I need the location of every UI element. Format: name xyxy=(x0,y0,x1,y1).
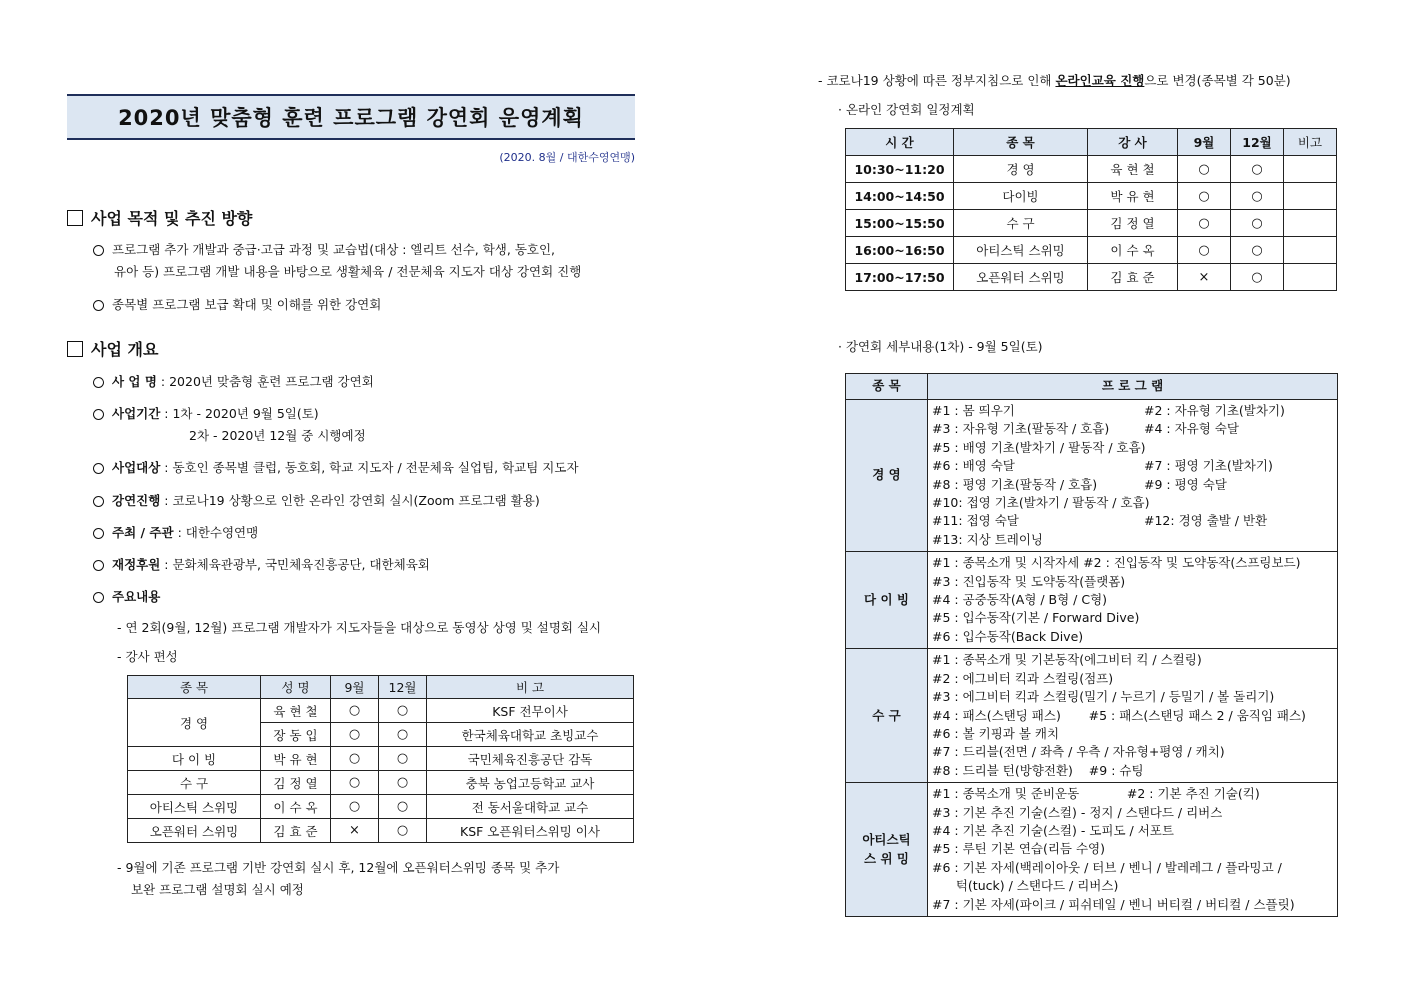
circle-bullet-icon xyxy=(93,528,104,539)
table-row-artistic: 아티스틱 스 위 밍 #1 : 종목소개 및 준비운동 #2 : 기본 추진 기술(킥) #3 : 기본 추진 기술(스컬) - 정지 / 스탠다드 / 리버스 #4 : 기본 추진 기술(스컬) - 도피도 / 서포트 #5 : 루틴 기본 연습(리듬 수영) #6 : 기본 자세(백레이아웃 / 터브 / 벤니 / 발레레그 / 플라밍고 / 턱(tuck) / 스탠다드 / 리버스) #7 : 기본 자세(파이크 / 피쉬테일 / 벤니 버티컬 / 버티컬 / 스플릿) xyxy=(846,783,1338,917)
content-dash-2: - 강사 편성 xyxy=(117,649,178,664)
schedule-caption: · 온라인 강연회 일정계획 xyxy=(838,102,975,117)
schedule-table xyxy=(845,128,1337,291)
table-row: 16:00~16:50 아티스틱 스위밍 이 수 옥 ○ ○ xyxy=(846,237,1337,264)
table-row: 수 구 김 정 열 ○ ○ 충북 농업고등학교 교사 xyxy=(128,771,634,795)
table-row: 오픈워터 스위밍 김 효 준 × ○ KSF 오픈워터스위밍 이사 xyxy=(128,819,634,843)
detail-caption: · 강연회 세부내용(1차) - 9월 5일(토) xyxy=(838,339,1043,354)
table-row-swimming: 경 영 #1 : 몸 띄우기 #2 : 자유형 기초(발차기) #3 : 자유형 기초(팔동작 / 호흡) #4 : 자유형 숙달 #5 : 배영 기초(발차기 / 팔동작 / 호흡) #6 : 배영 숙달 #7 : 평영 기초(발차기) #8 : 평영 기초(팔동작 / 호흡) #9 : 평영 숙달 #10: 접영 기초(발차기 / 팔동작 / 호흡) #11: 접영 숙달 #12: 경영 출발 / 반환 #13: 지상 트레이닝 xyxy=(846,400,1338,552)
overview-period: 사업기간 : 1차 - 2020년 9월 5일(토) 2차 - 2020년 12월 중 시행예정 xyxy=(93,403,366,447)
table-header-row: 종 목 성 명 9월 12월 비 고 xyxy=(128,676,634,699)
table-header-row: 종 목 프 로 그 램 xyxy=(846,374,1338,400)
instructor-table xyxy=(127,675,634,843)
table-row: 경 영 육 현 철 ○ ○ KSF 전무이사 xyxy=(128,699,634,723)
document-title: 2020년 맞춤형 훈련 프로그램 강연회 운영계획 xyxy=(67,94,635,140)
overview-progress: 강연진행 : 코로나19 상황으로 인한 온라인 강연회 실시(Zoom 프로그램 활용) xyxy=(93,490,540,512)
content-dash-1: - 연 2회(9월, 12월) 프로그램 개발자가 지도자들을 대상으로 동영상 상영 및 설명회 실시 xyxy=(117,620,602,635)
purpose-item-1: 프로그램 추가 개발과 중급·고급 과정 및 교습법(대상 : 엘리트 선수, 학생, 동호인, 유아 등) 프로그램 개발 내용을 바탕으로 생활체육 / 전문체육 지도자 대상 강연회 진행 xyxy=(93,239,643,283)
square-bullet-icon xyxy=(67,341,83,357)
circle-bullet-icon xyxy=(93,245,104,256)
circle-bullet-icon xyxy=(93,377,104,388)
artistic-programs: #1 : 종목소개 및 준비운동 #2 : 기본 추진 기술(킥) #3 : 기본 추진 기술(스컬) - 정지 / 스탠다드 / 리버스 #4 : 기본 추진 기술(스컬) - 도피도 / 서포트 #5 : 루틴 기본 연습(리듬 수영) #6 : 기본 자세(백레이아웃 / 터브 / 벤니 / 발레레그 / 플라밍고 / 턱(tuck) / 스탠다드 / 리버스) #7 : 기본 자세(파이크 / 피쉬테일 / 벤니 버티컬 / 버티컬 / 스플릿) xyxy=(928,783,1338,917)
waterpolo-programs: #1 : 종목소개 및 기본동작(에그비터 킥 / 스컬링) #2 : 에그비터 킥과 스컬링(점프) #3 : 에그비터 킥과 스컬링(밀기 / 누르기 / 등밀기 / 볼 돌리기) #4 : 패스(스탠딩 패스) #5 : 패스(스탠딩 패스 2 / 움직임 패스) #6 : 볼 키핑과 볼 캐치 #7 : 드리블(전면 / 좌측 / 우측 / 자유형+평영 / 캐치) #8 : 드리블 턴(방향전환) #9 : 슈팅 xyxy=(928,649,1338,783)
section-heading-purpose: 사업 목적 및 추진 방향 xyxy=(67,206,252,229)
circle-bullet-icon xyxy=(93,496,104,507)
circle-bullet-icon xyxy=(93,463,104,474)
program-detail-table xyxy=(845,373,1338,917)
schedule-note: - 9월에 기존 프로그램 기반 강연회 실시 후, 12월에 오픈워터스위밍 종목 및 추가 보완 프로그램 설명회 실시 예정 xyxy=(117,860,560,897)
overview-content: 주요내용 xyxy=(93,586,160,608)
table-header-row: 시 간 종 목 강 사 9월 12월 비고 xyxy=(846,129,1337,156)
date-line: (2020. 8월 / 대한수영연맹) xyxy=(499,151,635,164)
table-row: 17:00~17:50 오픈워터 스위밍 김 효 준 × ○ xyxy=(846,264,1337,291)
diving-programs: #1 : 종목소개 및 시작자세 #2 : 진입동작 및 도약동작(스프링보드) #3 : 진입동작 및 도약동작(플랫폼) #4 : 공중동작(A형 / B형 / C형) #5 : 입수동작(기본 / Forward Dive) #6 : 입수동작(Back Dive) xyxy=(928,552,1338,649)
circle-bullet-icon xyxy=(93,592,104,603)
table-row-diving: 다 이 빙 #1 : 종목소개 및 시작자세 #2 : 진입동작 및 도약동작(스프링보드) #3 : 진입동작 및 도약동작(플랫폼) #4 : 공중동작(A형 / B형 / C형) #5 : 입수동작(기본 / Forward Dive) #6 : 입수동작(Back Dive) xyxy=(846,552,1338,649)
online-notice: - 코로나19 상황에 따른 정부지침으로 인해 온라인교육 진행으로 변경(종목별 각 50분) xyxy=(818,73,1291,88)
table-row: 10:30~11:20 경 영 육 현 철 ○ ○ xyxy=(846,156,1337,183)
table-row: 14:00~14:50 다이빙 박 유 현 ○ ○ xyxy=(846,183,1337,210)
overview-host: 주최 / 주관 : 대한수영연맹 xyxy=(93,522,258,544)
table-row-waterpolo: 수 구 #1 : 종목소개 및 기본동작(에그비터 킥 / 스컬링) #2 : 에그비터 킥과 스컬링(점프) #3 : 에그비터 킥과 스컬링(밀기 / 누르기 / 등밀기 / 볼 돌리기) #4 : 패스(스탠딩 패스) #5 : 패스(스탠딩 패스 2 / 움직임 패스) #6 : 볼 키핑과 볼 캐치 #7 : 드리블(전면 / 좌측 / 우측 / 자유형+평영 / 캐치) #8 : 드리블 턴(방향전환) #9 : 슈팅 xyxy=(846,649,1338,783)
square-bullet-icon xyxy=(67,210,83,226)
overview-target: 사업대상 : 동호인 종목별 클럽, 동호회, 학교 지도자 / 전문체육 실업팀, 학교팀 지도자 xyxy=(93,457,579,479)
purpose-item-2: 종목별 프로그램 보급 확대 및 이해를 위한 강연회 xyxy=(93,294,381,316)
swimming-programs: #1 : 몸 띄우기 #2 : 자유형 기초(발차기) #3 : 자유형 기초(팔동작 / 호흡) #4 : 자유형 숙달 #5 : 배영 기초(발차기 / 팔동작 / 호흡) #6 : 배영 숙달 #7 : 평영 기초(발차기) #8 : 평영 기초(팔동작 / 호흡) #9 : 평영 숙달 #10: 접영 기초(발차기 / 팔동작 / 호흡) #11: 접영 숙달 #12: 경영 출발 / 반환 #13: 지상 트레이닝 xyxy=(928,400,1338,552)
circle-bullet-icon xyxy=(93,409,104,420)
section-heading-overview: 사업 개요 xyxy=(67,337,158,360)
table-row: 다 이 빙 박 유 현 ○ ○ 국민체육진흥공단 감독 xyxy=(128,747,634,771)
table-row: 아티스틱 스위밍 이 수 옥 ○ ○ 전 동서울대학교 교수 xyxy=(128,795,634,819)
overview-sponsor: 재정후원 : 문화체육관광부, 국민체육진흥공단, 대한체육회 xyxy=(93,554,430,576)
table-row: 장 동 입 ○ ○ 한국체육대학교 초빙교수 xyxy=(128,723,634,747)
circle-bullet-icon xyxy=(93,560,104,571)
circle-bullet-icon xyxy=(93,300,104,311)
table-row: 15:00~15:50 수 구 김 정 열 ○ ○ xyxy=(846,210,1337,237)
overview-name: 사 업 명 : 2020년 맞춤형 훈련 프로그램 강연회 xyxy=(93,371,374,393)
